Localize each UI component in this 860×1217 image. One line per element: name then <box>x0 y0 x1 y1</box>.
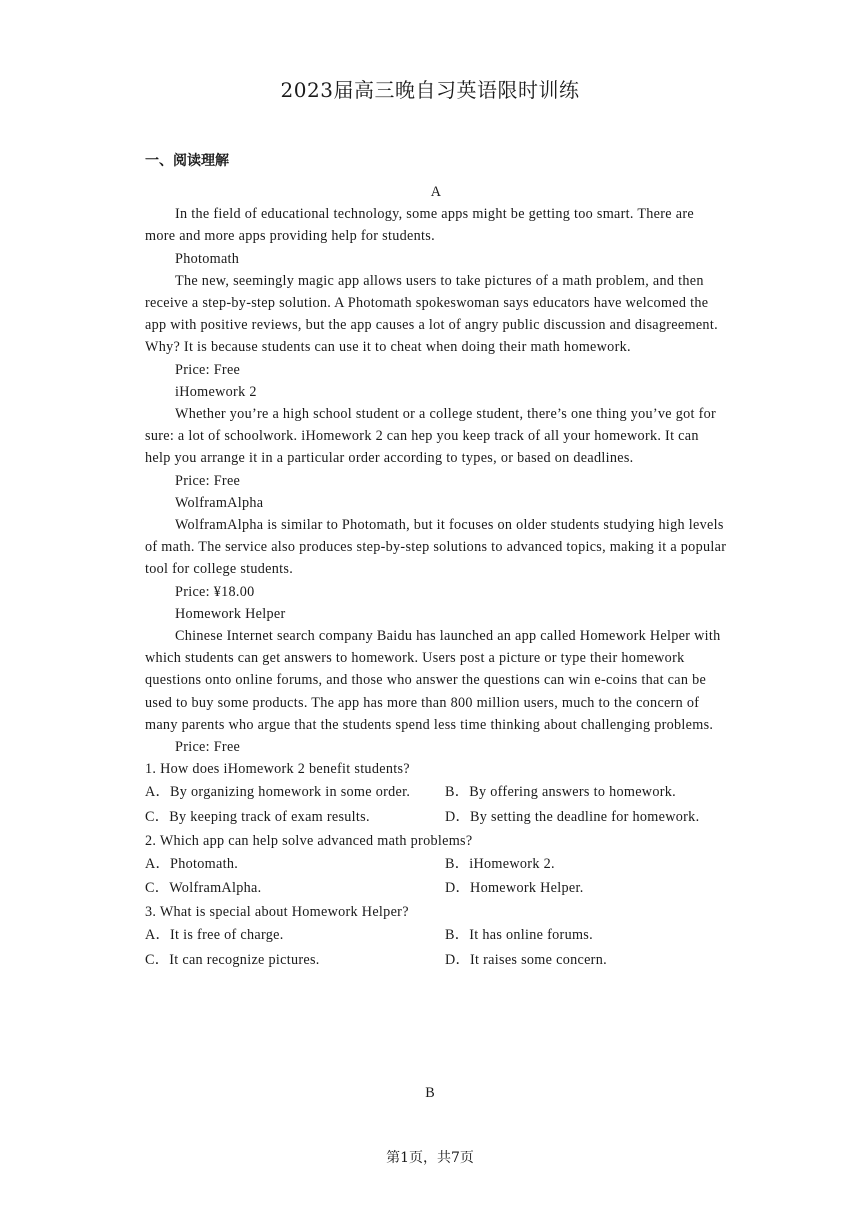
option-d: D．By setting the deadline for homework. <box>445 809 700 826</box>
option-c: C．By keeping track of exam results. <box>145 809 370 826</box>
option-d: D．Homework Helper. <box>445 880 584 897</box>
option-c: C．It can recognize pictures. <box>145 951 320 968</box>
page-footer: 第1页，共7页 <box>386 1150 474 1166</box>
app-name: Homework Helper <box>175 605 286 622</box>
page-title: 2023届高三晚自习英语限时训练 <box>280 78 580 102</box>
app-description: WolframAlpha is similar to Photomath, but it focuses on older students studying high levels of math. The service also produces step-by-step solutions to advanced topics, making it a popular tool for college students. <box>145 517 727 578</box>
section-heading: 一、阅读理解 <box>145 153 229 169</box>
app-price: Price: Free <box>175 472 241 489</box>
question-options <box>145 780 727 829</box>
app-price: Price: ¥18.00 <box>175 583 255 600</box>
option-a: A．By organizing homework in some order. <box>145 784 411 801</box>
passage-intro: In the field of educational technology, some apps might be getting too smart. There are more and more apps providing help for students. <box>145 206 694 245</box>
app-description: Chinese Internet search company Baidu has launched an app called Homework Helper with which students can get answers to homework. Users post a picture or type their homework questions onto online forums, and those who answer the questions can win e-coins that can be used to buy some products. The app has more than 800 million users, much to the concern of many parents who argue that the students spend less time thinking about challenging problems. <box>145 628 721 733</box>
app-name: iHomework 2 <box>175 383 257 400</box>
option-b: B．By offering answers to homework. <box>445 784 676 801</box>
option-c: C．WolframAlpha. <box>145 880 262 897</box>
option-a: A．Photomath. <box>145 855 239 872</box>
question-stem: 1. How does iHomework 2 benefit students? <box>145 761 410 778</box>
option-d: D．It raises some concern. <box>445 951 607 968</box>
app-price: Price: Free <box>175 739 241 756</box>
question-options <box>145 852 727 901</box>
option-b: B．It has online forums. <box>445 927 593 944</box>
passage-label: A <box>430 184 442 200</box>
app-name: WolframAlpha <box>175 494 264 511</box>
app-description: Whether you’re a high school student or a college student, there’s one thing you’ve got for sure: a lot of schoolwork. iHomework 2 can hep you keep track of all your homework. It can help you arrange it in a particular order according to types, or based on deadlines. <box>145 406 717 467</box>
option-b: B．iHomework 2. <box>445 855 555 872</box>
app-name: Photomath <box>175 250 240 267</box>
option-a: A．It is free of charge. <box>145 927 284 944</box>
app-price: Price: Free <box>175 361 241 378</box>
passage-b-label: B <box>425 1085 435 1101</box>
question-stem: 2. Which app can help solve advanced math problems? <box>145 832 473 849</box>
app-description: The new, seemingly magic app allows users to take pictures of a math problem, and then receive a step-by-step solution. A Photomath spokeswoman says educators have welcomed the app with positive reviews, but the app causes a lot of angry public discussion and disagreement. Why? It is because students can use it to cheat when doing their math homework. <box>145 272 718 356</box>
passage-a <box>145 181 727 972</box>
question-options <box>145 923 727 972</box>
question-stem: 3. What is special about Homework Helper? <box>145 904 409 921</box>
